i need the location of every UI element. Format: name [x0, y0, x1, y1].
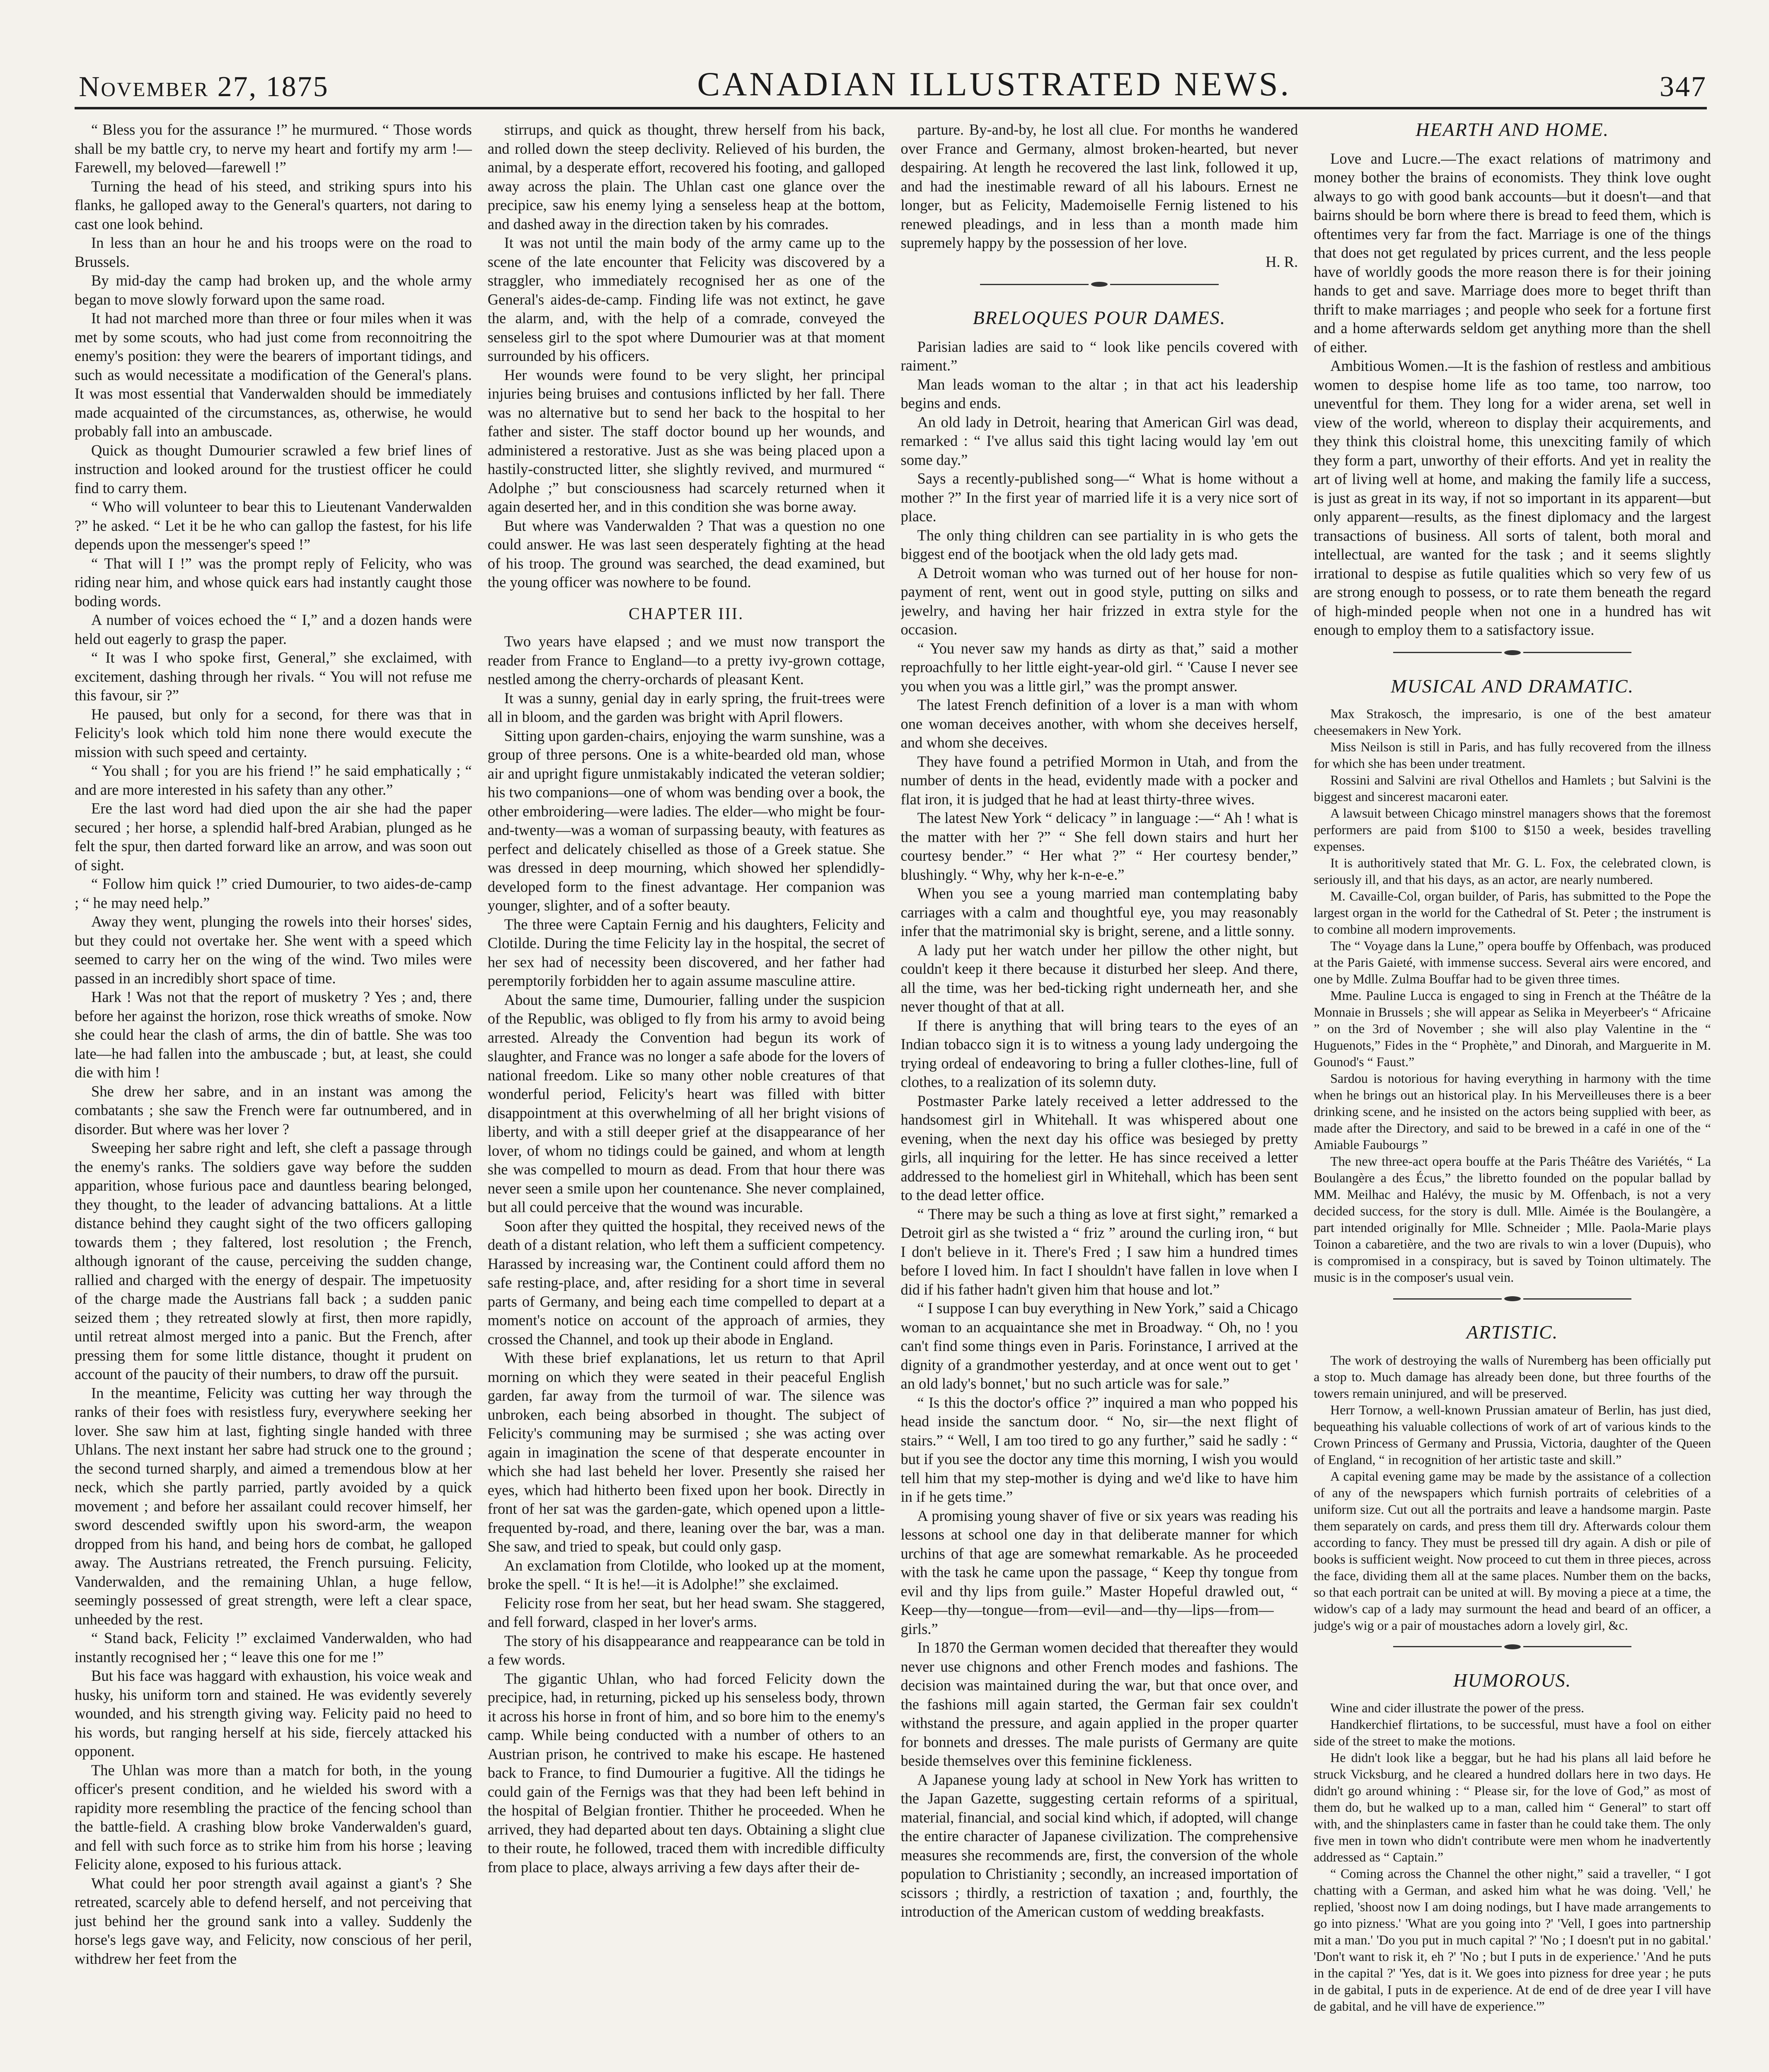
chapter-heading: CHAPTER III.: [629, 604, 744, 623]
paragraph: The story of his disappearance and reappearance can be told in a few words.: [487, 1632, 885, 1668]
humorous-items: [1314, 1699, 1711, 2014]
paragraph: Ere the last word had died upon the air she had the paper secured ; her horse, a splendid half-bred Arabian, plunged as he felt the spur, then darted forward like an arrow, and was soon out of sight.: [75, 800, 472, 874]
paragraph: A lawsuit between Chicago minstrel managers shows that the foremost performers are paid from $100 to $150 a week, besides travelling expenses.: [1314, 806, 1711, 854]
paragraph: It is authoritively stated that Mr. G. L. Fox, the celebrated clown, is seriously ill, and that his days, as an actor, are nearly numbered.: [1314, 855, 1711, 887]
paragraph: Soon after they quitted the hospital, they received news of the death of a distant relation, who left them a sufficient competency. Harassed by increasing war, the Continent could afford them no safe resting-place, and, after residing for a short time in several parts of Germany, and being each time compelled to depart at a moment's notice on account of the approach of armies, they crossed the Channel, and took up their abode in England.: [487, 1217, 885, 1348]
paragraph: Rossini and Salvini are rival Othellos and Hamlets ; but Salvini is the biggest and sincerest macaroni eater.: [1314, 772, 1711, 804]
paragraph: The “ Voyage dans la Lune,” opera bouffe by Offenbach, was produced at the Paris Gaieté, with immense success. Several airs were encored, and one by Mdlle. Zulma Bouffar had to be given three times.: [1314, 938, 1711, 986]
paragraph: “ It was I who spoke first, General,” she exclaimed, with excitement, dashing through her rivals. “ You will not refuse me this favour, sir ?”: [75, 649, 472, 704]
issue-date: November 27, 1875: [79, 71, 329, 103]
paragraph: What could her poor strength avail against a giant's ? She retreated, scarcely able to defend herself, and not perceiving that just behind her the ground sank into a valley. Suddenly the horse's legs gave way, and Felicity, now conscious of her peril, withdrew her feet from the: [75, 1874, 472, 1967]
paragraph: Herr Tornow, a well-known Prussian amateur of Berlin, has just died, bequeathing his valuable collections of work of art of various kinds to the Crown Princess of Germany and Prussia, Victoria, daughter of the Queen of England, “ in recognition of her artistic taste and skill.”: [1314, 1402, 1711, 1467]
paragraph: “ That will I !” was the prompt reply of Felicity, who was riding near him, and whose quick ears had instantly caught those boding words.: [75, 554, 472, 610]
paragraph: An old lady in Detroit, hearing that American Girl was dead, remarked : “ I've allus said this tight lacing would lay 'em out some day.”: [900, 413, 1298, 468]
chapter-three-text: [488, 632, 885, 1876]
paragraph: Miss Neilson is still in Paris, and has fully recovered from the illness for which she has been under treatment.: [1314, 739, 1711, 771]
paragraph: A Japanese young lady at school in New York has written to the Japan Gazette, suggesting certain reforms of a spiritual, material, financial, and social kind which, if adopted, will change the entire character of Japanese civilization. The comprehensive measures she recommends are, first, the conversion of the whole population to Christianity ; secondly, an increased importation of scissors ; thirdly, a restriction of taxation ; and, fourthly, the introduction of the American custom of wedding breakfasts.: [900, 1771, 1298, 1920]
section-divider: [1393, 1293, 1631, 1305]
paragraph: Sweeping her sabre right and left, she cleft a passage through the enemy's ranks. The soldiers gave way before the sudden apparition, whose furious pace and dauntless bearing belonged, they thought, to the leader of advancing battalions. At a little distance behind they caught sight of the two officers galloping towards them ; they faltered, lost resolution ; the French, although ignorant of the cause, perceiving the sudden change, rallied and charged with the energy of despair. The impetuosity of the charge made the Austrians fall back ; a sudden panic seized them ; they retreated slowly at first, then more rapidly, until retreat almost merged into a panic. But the French, after pressing them for some little distance, thought it prudent on account of the paucity of their numbers, to draw off the pursuit.: [75, 1139, 472, 1382]
paragraph: “ You never saw my hands as dirty as that,” said a mother reproachfully to her little eight-year-old girl. “ 'Cause I never see you when you was a little girl,” was the prompt answer.: [900, 639, 1298, 695]
paragraph: parture. By-and-by, he lost all clue. For months he wandered over France and Germany, almost broken-hearted, but never despairing. At length he recovered the last link, followed it up, and had the inestimable reward of all his labours. Ernest ne longer, but as Felicity, Mademoiselle Fernig listened to his renewed pleadings, and in less than a month made him supremely happy by the possession of her love.: [900, 121, 1298, 251]
paragraph: But his face was haggard with exhaustion, his voice weak and husky, his uniform torn and stained. He was evidently severely wounded, and his strength giving way. Felicity paid no heed to his words, but ranging herself at his side, fiercely attacked his opponent.: [75, 1667, 472, 1760]
story-continuation: [75, 120, 472, 1968]
paragraph: Two years have elapsed ; and we must now transport the reader from France to England—to a pretty ivy-grown cottage, nestled among the cherry-orchards of pleasant Kent.: [487, 633, 885, 687]
paragraph: A number of voices echoed the “ I,” and a dozen hands were held out eagerly to grasp the paper.: [75, 611, 472, 647]
paragraph: Parisian ladies are said to “ look like pencils covered with raiment.”: [900, 338, 1298, 374]
paragraph: The latest French definition of a lover is a man with whom one woman deceives another, with whom she deceives herself, and whom she deceives.: [900, 696, 1298, 751]
paragraph: Hark ! Was not that the report of musketry ? Yes ; and, there before her against the horizon, rose thick wreaths of smoke. Now she could hear the clash of arms, the din of battle. She was too late—he had fallen into the ambuscade ; but, at least, she could die with him !: [75, 988, 472, 1081]
hearth-items: [1314, 149, 1711, 639]
paragraph: “ I suppose I can buy everything in New York,” said a Chicago woman to an acquaintance she met in Broadway. “ Oh, no ! you can't find some things even in Paris. Forinstance, I arrived at the dignity of a grandmother yesterday, and at once went out to get ' an old lady's bonnet,' but no such article was for sale.”: [900, 1300, 1298, 1392]
paragraph: With these brief explanations, let us return to that April morning on which they were seated in their peaceful English garden, far away from the turmoil of war. The silence was unbroken, each being absorbed in thought. The subject of Felicity's communing may be surmised ; she was acting over again in imagination the scene of that desperate encounter in which she had last beheld her lover. Presently she raised her eyes, which had hitherto been fixed upon her book. Directly in front of her sat was the garden-gate, which opened upon a little-frequented by-road, and there, leaning over the bar, was a man. She saw, and tried to speak, but could only gasp.: [487, 1349, 885, 1555]
author-signature: H. R.: [1266, 253, 1298, 270]
column-4: [1314, 120, 1711, 2072]
paragraph: Sitting upon garden-chairs, enjoying the warm sunshine, was a group of three persons. One is a white-bearded old man, whose air and upright figure unmistakably indicated the veteran soldier; his two companions—one of whom was bending over a book, the other embroidering—were ladies. The elder—who might be four-and-twenty—was a woman of surpassing beauty, with features as perfect and delicately chiselled as those of a Greek statue. She was dressed in deep mourning, which showed her splendidly-developed form to the finest advantage. Her companion was younger, slighter, and of a softer beauty.: [487, 727, 885, 914]
column-2: [488, 120, 885, 2072]
paragraph: stirrups, and quick as thought, threw herself from his back, and rolled down the steep declivity. Relieved of his burden, the animal, by a desperate effort, recovered his footing, and galloped away across the plain. The Uhlan cast one glance over the precipice, saw his enemy lying a senseless heap at the bottom, and dashed away in the direction taken by his comrades.: [487, 121, 885, 232]
paragraph: A promising young shaver of five or six years was reading his lessons at school one day in that deliberate manner for which urchins of that age are somewhat remarkable. As he proceeded with the task he came upon the passage, “ Keep thy tongue from evil and thy lips from guile.” Master Hopeful drawled out, “ Keep—thy—tongue—from—evil—and—thy—lips—from—girls.”: [900, 1507, 1298, 1637]
paragraph: Max Strakosch, the impresario, is one of the best amateur cheesemakers in New York.: [1314, 706, 1711, 738]
paragraph: It was not until the main body of the army came up to the scene of the late encounter that Felicity was discovered by a straggler, who immediately recognised her as one of the General's aides-de-camp. Finding life was not extinct, he gave the alarm, and, with the help of a comrade, conveyed the senseless girl to the spot where Dumourier was at that moment surrounded by his officers.: [487, 234, 885, 364]
paragraph: In 1870 the German women decided that thereafter they would never use chignons and other French modes and fashions. The decision was maintained during the war, but that once over, and the fashions mill again started, the German fair sex couldn't withstand the pressure, and again applied in the proper quarter for bonnets and dresses. The male purists of Germany are quite beside themselves over this feminine fickleness.: [900, 1639, 1298, 1769]
paragraph: Sardou is notorious for having everything in harmony with the time when he brings out an historical play. In his Merveilleuses there is a beer drinking scene, and he insisted on the actors being supplied with beer, as made after the Directory, and said to be brewed in a café in one of the “ Amiable Faubourgs ”: [1314, 1071, 1711, 1152]
paragraph: When you see a young married man contemplating baby carriages with a calm and thoughtful eye, you may reasonably infer that the matrimonial sky is bright, serene, and a little sonny.: [900, 885, 1298, 939]
section-heading-humorous: HUMOROUS.: [1453, 1669, 1572, 1691]
page-number: 347: [1659, 71, 1707, 103]
paragraph: The new three-act opera bouffe at the Paris Théâtre des Variétés, “ La Boulangère a des Écus,” the libretto founded on the popular ballad by MM. Meilhac and Halévy, the music by M. Offenbach, is not a very decided success, for the story is dull. Mlle. Aimée is the Boulangère, a part intended originally for Mlle. Schneider ; Mlle. Paola-Marie plays Toinon a cabaretière, and the two are rivals to win a lover (Dupuis), who is compromised in a conspiracy, but is saved by Toinon ultimately. The music is in the composer's usual vein.: [1314, 1154, 1711, 1285]
paragraph: Wine and cider illustrate the power of the press.: [1330, 1700, 1584, 1715]
paragraph: The only thing children can see partiality in is who gets the biggest end of the bootjack when the old lady gets mad.: [900, 526, 1298, 562]
paragraph: M. Cavaille-Col, organ builder, of Paris, has submitted to the Pope the largest organ in the world for the Cathedral of St. Peter ; the instrument is to combine all modern improvements.: [1314, 888, 1711, 937]
paragraph: But where was Vanderwalden ? That was a question no one could answer. He was last seen desperately fighting at the head of his troop. The ground was searched, the dead examined, but the young officer was nowhere to be found.: [487, 517, 885, 591]
paragraph: Postmaster Parke lately received a letter addressed to the handsomest girl in Whitehall. It was whispered about one evening, when the next day his office was besieged by pretty girls, all inquiring for the letter. He has since received a letter addressed to the homeliest girl in Whitehall, which has been sent to the dead letter office.: [900, 1092, 1298, 1203]
story-continuation-2: [488, 120, 885, 592]
paragraph: “ Who will volunteer to bear this to Lieutenant Vanderwalden ?” he asked. “ Let it be he who can gallop the fastest, for his life depends upon the messenger's speed !”: [75, 498, 472, 553]
paragraph: “ Is this the doctor's office ?” inquired a man who popped his head inside the sanctum door. “ No, sir—the next flight of stairs.” “ Well, I am too tired to go any further,” said he sadly : “ but if you see the doctor any time this morning, I wish you would tell him that my step-mother is dying and we'd like to have him in if he gets time.”: [900, 1394, 1298, 1505]
paragraph: They have found a petrified Mormon in Utah, and from the number of dents in the head, evidently made with a pocker and flat iron, it is judged that he had at least thirty-three wives.: [900, 753, 1298, 808]
paragraph: Away they went, plunging the rowels into their horses' sides, but they could not overtake her. She went with a speed which seemed to carry her on the wing of the wind. Two miles were passed in an incredibly short space of time.: [75, 913, 472, 987]
section-heading-artistic: ARTISTIC.: [1467, 1322, 1558, 1343]
column-1: [75, 120, 472, 2072]
column-3: [901, 120, 1298, 2072]
paragraph: It had not marched more than three or four miles when it was met by some scouts, who had just come from reconnoitring the enemy's position: they were the bearers of important tidings, and such as would necessitate a modification of the General's plans. It was most essential that Vanderwalden should be immediately made acquainted of the circumstances, as, otherwise, he would probably fall into an ambuscade.: [75, 310, 472, 440]
paragraph: If there is anything that will bring tears to the eyes of an Indian tobacco sign it is to witness a young lady undergoing the trying ordeal of endeavoring to bring a fuller clothes-line, full of clothes, to a realization of its solemn duty.: [900, 1017, 1298, 1090]
paragraph: It was a sunny, genial day in early spring, the fruit-trees were all in bloom, and the garden was bright with April flowers.: [487, 689, 885, 725]
artistic-items: [1314, 1352, 1711, 1634]
paragraph: Love and Lucre.—The exact relations of matrimony and money bother the brains of economists. They think love ought always to go with good bank accounts—but it doesn't—and that bairns should be born where there is bread to feed them, which is oftentimes very far from the fact. Marriage is one of the things that does not get regulated by prices current, and the less people have of worldly goods the more reason there is for their joining hands to get and save. Marriage does more to beget thrift than thrift to make marriages ; and people who seek for a fortune first and a home afterwards seldom get anything more than the shell of either.: [1314, 150, 1711, 356]
paragraph: Man leads woman to the altar ; in that act his leadership begins and ends.: [900, 375, 1298, 411]
section-heading-musical: MUSICAL AND DRAMATIC.: [1391, 675, 1634, 697]
paragraph: The three were Captain Fernig and his daughters, Felicity and Clotilde. During the time Felicity lay in the hospital, the secret of her sex had of necessity been discovered, and her father had peremptorily forbidden her to again assume masculine attire.: [487, 915, 885, 989]
paragraph: Turning the head of his steed, and striking spurs into his flanks, he galloped away to the General's quarters, not daring to cast one look behind.: [75, 177, 472, 232]
paragraph: He didn't look like a beggar, but he had his plans all laid before he struck Vicksburg, and he cleared a hundred dollars here in two days. He didn't go around whining : “ Please sir, for the love of God,” as most of them do, but he walked up to a man, called him “ General” to start off with, and the shinplasters came in faster than he could take them. The only five men in town who didn't contribute were men whom he inadvertently addressed as “ Captain.”: [1314, 1750, 1711, 1864]
section-heading-hearth: HEARTH AND HOME.: [1416, 120, 1609, 140]
paragraph: The gigantic Uhlan, who had forced Felicity down the precipice, had, in returning, picked up his senseless body, thrown it across his horse in front of him, and so bore him to the enemy's camp. While being conducted with a number of others to an Austrian prison, he contrived to make his escape. He hastened back to France, to find Dumourier a fugitive. All the tidings he could gain of the Fernigs was that they had been left behind in the hospital of Belgian frontier. Thither he proceeded. When he arrived, they had departed about ten days. Obtaining a slight clue to their route, he followed, traced them with incredible difficulty from place to place, always arriving a few days after their de-: [487, 1670, 885, 1876]
paragraph: About the same time, Dumourier, falling under the suspicion of the Republic, was obliged to fly from his army to avoid being arrested. Already the Convention had begun its work of slaughter, and France was no longer a safe abode for the lovers of national freedom. Like so many other noble creatures of that wonderful period, Felicity's heart was filled with bitter disappointment at this overwhelming of all her bright visions of liberty, and with a still deeper grief at the disappearance of her lover, of whom no tidings could be gained, and whom at length she was compelled to mourn as dead. From that hour there was never seen a smile upon her countenance. She never complained, but all could perceive that the wound was incurable.: [487, 991, 885, 1215]
paragraph: “ Bless you for the assurance !” he murmured. “ Those words shall be my battle cry, to nerve my heart and fortify my arm !—Farewell, my beloved—farewell !”: [75, 121, 472, 176]
paragraph: A capital evening game may be made by the assistance of a collection of any of the newspapers which furnish portraits of celebrities of a uniform size. Cut out all the portraits and leave a handsome margin. Paste them separately on cards, and press them till dry. Afterwards colour them according to fancy. They must be pressed till dry again. A dish or pile of books is sufficient weight. Now proceed to cut them in three pieces, across the face, dividing them all at the same places. Number them on the backs, so that each portrait can be united at will. By moving a piece at a time, the widow's cap of a lady may surmount the head and beard of an officer, a judge's wig or a pair of moustaches adorn a lovely girl, &c.: [1314, 1468, 1711, 1633]
paragraph: “ Follow him quick !” cried Dumourier, to two aides-de-camp ; “ he may need help.”: [75, 875, 472, 911]
paragraph: A lady put her watch under her pillow the other night, but couldn't keep it there because it disturbed her sleep. And there, all the time, was her bed-ticking right underneath her, and she never thought of that at all.: [900, 941, 1298, 1015]
paragraph: Felicity rose from her seat, but her head swam. She staggered, and fell forward, clasped in her lover's arms.: [487, 1594, 885, 1630]
paragraph: Mme. Pauline Lucca is engaged to sing in French at the Théâtre de la Monnaie in Brussels ; she will appear as Selika in Meyerbeer's “ Africaine ” on the 3rd of November ; she will also play Valentine in the “ Huguenots,” Fides in the “ Prophète,” and Dinorah, and Marguerite in M. Gounod's “ Faust.”: [1314, 988, 1711, 1069]
story-conclusion: [901, 120, 1298, 252]
paragraph: She drew her sabre, and in an instant was among the combatants ; she saw the French were far outnumbered, and in disorder. But where was her lover ?: [75, 1082, 472, 1138]
columns: [75, 120, 1711, 2072]
paragraph: An exclamation from Clotilde, who looked up at the moment, broke the spell. “ It is he!—it is Adolphe!” she exclaimed.: [487, 1556, 885, 1593]
paragraph: The latest New York “ delicacy ” in language :—“ Ah ! what is the matter with her ?” “ She fell down stairs and hurt her courtesy bender.” “ Her what ?” “ Her courtesy bender,” blushingly. “ Why, why her k-n-e-e.”: [900, 809, 1298, 883]
musical-items: [1314, 705, 1711, 1285]
publication-title: CANADIAN ILLUSTRATED NEWS.: [697, 65, 1292, 103]
paragraph: “ You shall ; for you are his friend !” he said emphatically ; “ and are more interested in his safety than any other.”: [75, 762, 472, 798]
paragraph: Handkerchief flirtations, to be successful, must have a fool on either side of the street to make the motions.: [1314, 1717, 1711, 1748]
paragraph: By mid-day the camp had broken up, and the whole army began to move slowly forward upon the same road.: [75, 272, 472, 308]
paragraph: “ Coming across the Channel the other night,” said a traveller, “ I got chatting with a German, and asked him what he was doing. 'Vell,' he replied, 'shoost now I am doing nodings, but I have made arrangements to go into pizness.' 'What are you going into ?' 'Vell, I goes into partnership mit a man.' 'Do you put in much capital ?' 'No ; I doesn't put in no gabital.' 'Don't want to risk it, eh ?' 'No ; but I puts in de experience.' 'And he puts in the capital ?' 'Yes, dat is it. We goes into pizness for dree year ; he puts in de gabital, I puts in de experience. At de end of de dree year I vill have de gabital, and he vill have de experience.'”: [1314, 1866, 1711, 2014]
paragraph: In less than an hour he and his troops were on the road to Brussels.: [75, 234, 472, 270]
paragraph: Quick as thought Dumourier scrawled a few brief lines of instruction and looked around for the trustiest officer he could find to carry them.: [75, 441, 472, 496]
header-rule: [75, 107, 1707, 109]
masthead: [79, 62, 1707, 104]
paragraph: Her wounds were found to be very slight, her principal injuries being bruises and contusions inflicted by her fall. There was no alternative but to send her back to the hospital to her father and sister. The staff doctor bound up her wounds, and administered a restorative. Just as she was being placed upon a hastily-constructed litter, she slightly revived, and murmured “ Adolphe ;” but consciousness had scarcely returned when it again deserted her, and in this condition she was borne away.: [487, 366, 885, 515]
section-divider: [1393, 647, 1631, 658]
paragraph: The Uhlan was more than a match for both, in the young officer's present condition, and he wielded his sword with a rapidity more resembling the practice of the fencing school than the battle-field. A crashing blow broke Vanderwalden's guard, and fell with such force as to strike him from his horse ; leaving Felicity alone, exposed to his furious attack.: [75, 1761, 472, 1873]
paragraph: “ Stand back, Felicity !” exclaimed Vanderwalden, who had instantly recognised her ; “ leave this one for me !”: [75, 1629, 472, 1665]
paragraph: He paused, but only for a second, for there was that in Felicity's look which told him none there would execute the mission with such speed and certainty.: [75, 705, 472, 760]
section-divider: [980, 278, 1218, 290]
section-divider: [1393, 1641, 1631, 1653]
paragraph: “ There may be such a thing as love at first sight,” remarked a Detroit girl as she twisted a “ friz ” around the curling iron, “ but I don't believe in it. There's Fred ; I saw him a hundred times before I loved him. In fact I shouldn't have fallen in love when I did if his father hadn't given him that house and lot.”: [900, 1205, 1298, 1298]
paragraph: Says a recently-published song—“ What is home without a mother ?” In the first year of married life it is a very nice sort of place.: [900, 470, 1298, 525]
paragraph: The work of destroying the walls of Nuremberg has been officially put a stop to. Much damage has already been done, but three fourths of the towers remain uninjured, and will be preserved.: [1314, 1352, 1711, 1401]
paragraph: A Detroit woman who was turned out of her house for non-payment of rent, went out in good style, putting on silks and jewelry, and having her hair frizzed in extra style for the occasion.: [900, 564, 1298, 638]
paragraph: Ambitious Women.—It is the fashion of restless and ambitious women to despise home life as too tame, too narrow, too uneventful for them. They long for a wider arena, set well in view of the world, whereon to display their acquirements, and they think this cloistral home, this unexciting family of which they form a part, unworthy of their efforts. And yet in reality the art of living well at home, and making the family life a success, is just as great in its way, if not so important in its apparent—but only apparent—results, as the finest diplomacy and the largest transactions of business. All sorts of talent, both moral and intellectual, are wanted for the task ; and it seems slightly irrational to despise as futile qualities which so very few of us are strong enough to possess, or to rate them beneath the regard of high-minded people when not one in a hundred has wit enough to employ them to a satisfactory issue.: [1314, 357, 1711, 638]
breloques-items: [901, 337, 1298, 1921]
section-heading-breloques: BRELOQUES POUR DAMES.: [973, 307, 1226, 328]
paragraph: In the meantime, Felicity was cutting her way through the ranks of their foes with resistless fury, everywhere seeking her lover. She saw him at last, fighting single handed with three Uhlans. The next instant her sabre had struck one to the ground ; the second turned sharply, and aimed a tremendous blow at her neck, which she partly parried, partly avoided by a quick movement ; and before her assailant could recover himself, her sword descended swiftly upon his sword-arm, the weapon dropped from his hand, and being hors de combat, he galloped away. The Austrians retreated, the French pursuing. Felicity, Vanderwalden, and the remaining Uhlan, a huge fellow, seemingly possessed of great strength, were left a clear space, unheeded by the rest.: [75, 1384, 472, 1628]
